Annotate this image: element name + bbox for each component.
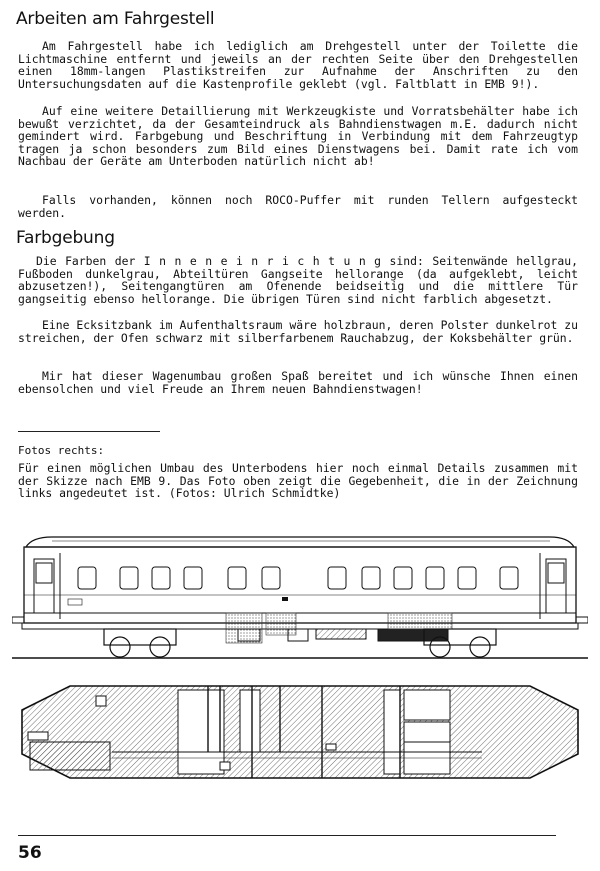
heading-farbgebung: Farbgebung [16, 228, 115, 248]
page-number: 56 [18, 843, 42, 863]
paragraph-fahrgestell-2: Auf eine weitere Detaillierung mit Werkzeugkiste und Vorratsbehälter habe ich bewußt verzichtet, da der Gesamteindruck als Bahndienstwagen m.E. dadurch nicht gemindert wird. Farbgebung und Beschriftung in Verbindung mit dem Fahrzeugtyp tragen ja schon besonders zum Bild eines Dienstwagens bei. Damit rate ich vom Nachbau der Geräte am Unterboden natürlich nicht ab! [18, 104, 578, 169]
paragraph-fahrgestell-3: Falls vorhanden, können noch ROCO-Puffer mit runden Tellern aufgesteckt werden. [18, 193, 578, 220]
paragraph-farbgebung-2: Eine Ecksitzbank im Aufenthaltsraum wäre holzbraun, deren Polster dunkelrot zu streichen, der Ofen schwarz mit silberfarbenem Rauchabzug, der Koksbehälter grün. [18, 318, 578, 345]
paragraph-farbgebung-1: Die Farben der I n n e n e i n r i c h t u n g sind: Seitenwände hellgrau, Fußboden dunkelgrau, Abteiltüren Gangseite hellorange (da aufgeklebt, leicht abzusetzen!), Seitengangtüren am Ofenende beidseitig und die mittlere Tür gangseitig ebenso hellorange. Die übrigen Türen sind nicht farblich abgesetzt. [18, 254, 578, 306]
floor-plan-drawing [12, 682, 588, 782]
caption-text: Für einen möglichen Umbau des Unterbodens hier noch einmal Details zusammen mit der Skizze nach EMB 9. Das Foto oben zeigt die Gegebenheit, die in der Zeichnung links angedeutet ist. (Fotos: Ulrich Schmidtke) [18, 461, 578, 501]
footer-rule [18, 835, 556, 836]
caption-divider [18, 431, 160, 432]
paragraph-fahrgestell-1: Am Fahrgestell habe ich lediglich am Drehgestell unter der Toilette die Lichtmaschine entfernt und jeweils an der rechten Seite über den Drehgestellen einen 18mm-langen Plastikstreifen zur Aufnahme der Anschriften zu den Untersuchungsdaten auf die Kastenprofile geklebt (vgl. Faltblatt in EMB 9!). [18, 39, 578, 91]
caption-label: Fotos rechts: [18, 444, 105, 457]
paragraph-farbgebung-3: Mir hat dieser Wagenumbau großen Spaß bereitet und ich wünsche Ihnen einen ebensolchen und viel Freude an Ihrem neuen Bahndienstwagen! [18, 369, 578, 396]
side-elevation-drawing [12, 533, 588, 663]
heading-arbeiten-am-fahrgestell: Arbeiten am Fahrgestell [16, 9, 215, 29]
